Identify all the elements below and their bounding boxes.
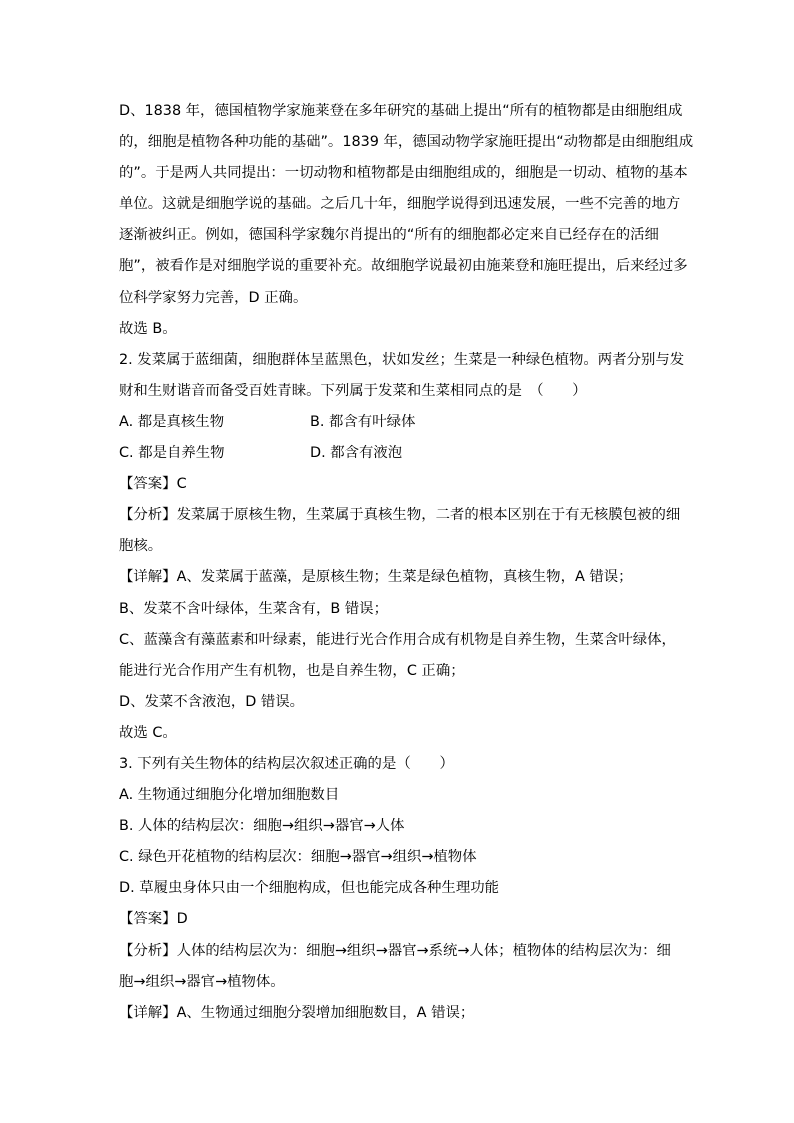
question-2-options-row bbox=[119, 438, 679, 469]
analysis-line: 【分析】人体的结构层次为：细胞→组织→器官→系统→人体；植物体的结构层次为：细 bbox=[119, 942, 671, 959]
question-2-options-row bbox=[119, 407, 679, 438]
option-d: D. 都含有液泡 bbox=[310, 445, 403, 462]
text-line: 故选 B。 bbox=[119, 320, 177, 337]
detail-line: C、蓝藻含有藻蓝素和叶绿素，能进行光合作用合成有机物是自养生物，生菜含叶绿体， bbox=[119, 631, 676, 648]
option-d: D. 草履虫身体只由一个细胞构成，但也能完成各种生理功能 bbox=[119, 880, 499, 897]
text-line: 的，细胞是植物各种功能的基础”。1839 年，德国动物学家施旺提出“动物都是由细胞组成 bbox=[119, 134, 694, 151]
text-line: 胞”，被看作是对细胞学说的重要补充。故细胞学说最初由施莱登和施旺提出，后来经过多 bbox=[119, 258, 688, 275]
option-a: A. 生物通过细胞分化增加细胞数目 bbox=[119, 787, 340, 804]
analysis-line: 胞核。 bbox=[119, 538, 163, 555]
answer-line: 【答案】D bbox=[119, 911, 188, 928]
analysis-line: 胞→组织→器官→植物体。 bbox=[119, 973, 285, 990]
text-line: 位科学家努力完善，D 正确。 bbox=[119, 289, 308, 306]
document-page bbox=[119, 96, 694, 1029]
text-line: 的”。于是两人共同提出：一切动物和植物都是由细胞组成的，细胞是一切动、植物的基本 bbox=[119, 165, 688, 182]
detail-line: 能进行光合作用产生有机物，也是自养生物，C 正确； bbox=[119, 662, 465, 679]
text-line: D、1838 年，德国植物学家施莱登在多年研究的基础上提出“所有的植物都是由细胞组成 bbox=[119, 103, 683, 119]
option-c: C. 都是自养生物 bbox=[119, 445, 225, 462]
answer-line: 【答案】C bbox=[119, 476, 187, 493]
text-line: 单位。这就是细胞学说的基础。之后几十年，细胞学说得到迅速发展，一些不完善的地方 bbox=[119, 196, 681, 213]
option-a: A. 都是真核生物 bbox=[119, 413, 225, 430]
analysis-line: 【分析】发菜属于原核生物，生菜属于真核生物，二者的根本区别在于有无核膜包被的细 bbox=[119, 507, 681, 524]
question-2-stem: 2. 发菜属于蓝细菌，细胞群体呈蓝黑色，状如发丝；生菜是一种绿色植物。两者分别与发 bbox=[119, 351, 685, 368]
question-2-stem: 财和生财谐音而备受百姓青睐。下列属于发菜和生菜相同点的是 （ ） bbox=[119, 382, 587, 399]
text-line: 逐渐被纠正。例如，德国科学家魏尔肖提出的“所有的细胞都必定来自已经存在的活细 bbox=[119, 227, 659, 244]
option-c: C. 绿色开花植物的结构层次：细胞→器官→组织→植物体 bbox=[119, 849, 477, 866]
detail-line: D、发菜不含液泡，D 错误。 bbox=[119, 693, 305, 710]
conclusion-line: 故选 C。 bbox=[119, 724, 177, 741]
option-b: B. 人体的结构层次：细胞→组织→器官→人体 bbox=[119, 818, 405, 835]
detail-line: 【详解】A、生物通过细胞分裂增加细胞数目，A 错误； bbox=[119, 1004, 475, 1021]
option-b: B. 都含有叶绿体 bbox=[310, 413, 416, 430]
detail-line: B、发菜不含叶绿体，生菜含有，B 错误； bbox=[119, 600, 388, 617]
detail-line: 【详解】A、发菜属于蓝藻，是原核生物；生菜是绿色植物，真核生物，A 错误； bbox=[119, 569, 633, 586]
question-3-stem: 3. 下列有关生物体的结构层次叙述正确的是（ ） bbox=[119, 755, 454, 772]
